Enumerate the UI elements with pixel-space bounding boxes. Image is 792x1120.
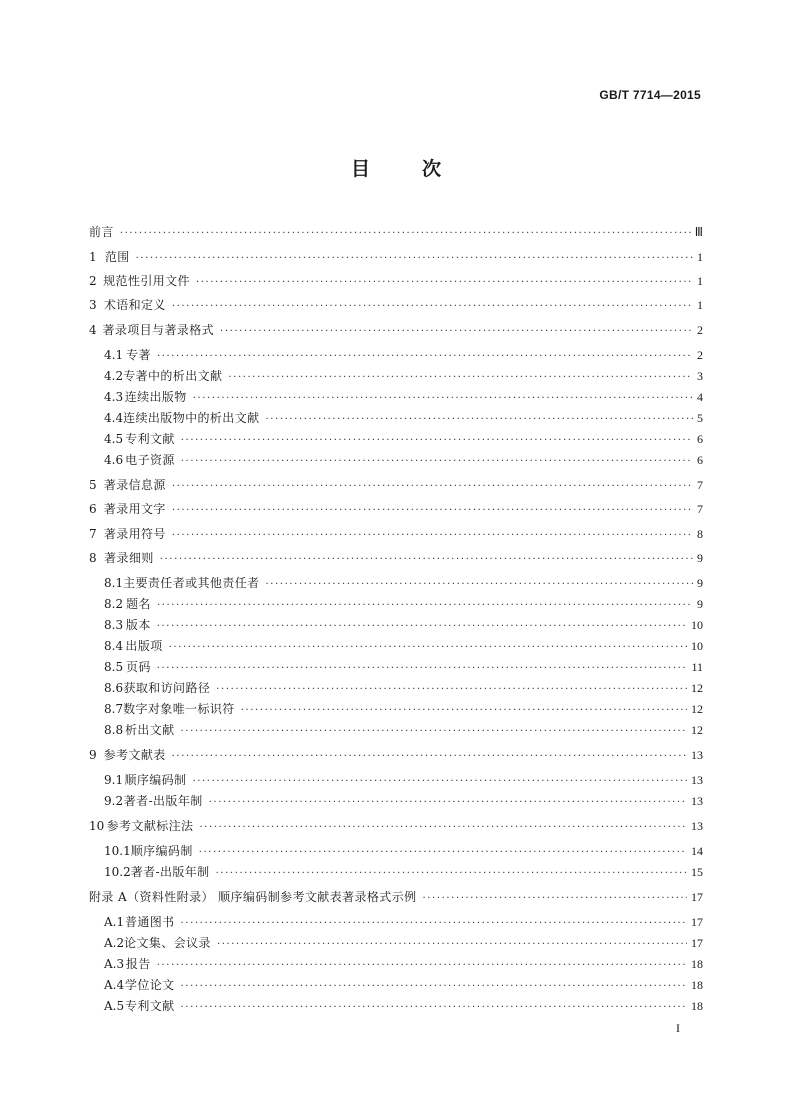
toc-entry[interactable] (89, 818, 703, 834)
toc-entry-number: 4.5 (104, 432, 124, 446)
toc-entry-number: A.1 (104, 915, 125, 929)
toc-entry-number: 8.3 (104, 618, 124, 632)
toc-entry-title: 范围 (104, 250, 130, 264)
toc-entry-number: 4.3 (104, 390, 124, 404)
toc-entry-title: 顺序编码制 (124, 773, 187, 787)
toc-entry-page: 4 (697, 390, 703, 404)
toc-entry[interactable] (104, 772, 703, 788)
toc-entry-title: 主要责任者或其他责任者 (123, 576, 260, 590)
toc-entry-page: 18 (691, 957, 703, 971)
dot-leader (217, 937, 687, 953)
toc-entry-title: 学位论文 (124, 978, 175, 992)
toc-entry-number: 9.1 (104, 773, 124, 787)
toc-entry[interactable] (104, 701, 703, 717)
toc-entry[interactable] (104, 347, 703, 363)
toc-entry-number: 2 (89, 274, 97, 288)
toc-entry-number: 8.8 (104, 723, 124, 737)
toc-entry[interactable] (104, 389, 703, 405)
dot-leader (193, 391, 693, 407)
dot-leader (220, 324, 693, 340)
toc-entry-page: 18 (691, 978, 703, 992)
toc-entry-page: 12 (691, 723, 703, 737)
toc-entry-page: 14 (691, 844, 703, 858)
dot-leader (228, 370, 693, 386)
toc-entry[interactable] (89, 297, 703, 313)
toc-entry-page: 10 (691, 618, 703, 632)
toc-entry-page: 5 (697, 411, 703, 425)
toc-entry-page: Ⅲ (694, 225, 703, 239)
toc-entry-title: 报告 (125, 957, 151, 971)
toc-entry[interactable] (89, 224, 703, 240)
dot-leader (157, 598, 693, 614)
toc-entry-title: 著录细则 (104, 551, 154, 565)
dot-leader (266, 412, 694, 428)
dot-leader (199, 845, 687, 861)
toc-entry-page: 9 (697, 597, 703, 611)
toc-entry[interactable] (104, 914, 703, 930)
toc-entry[interactable] (104, 864, 703, 880)
toc-entry-title: 连续出版物中的析出文献 (123, 411, 260, 425)
dot-leader (181, 916, 687, 932)
toc-entry-title: 参考文献表 (103, 748, 166, 762)
toc-entry-page: 6 (697, 432, 703, 446)
toc-entry-number: A.3 (104, 957, 125, 971)
toc-entry-page: 15 (691, 865, 703, 879)
toc-entry-number: 8.7 (104, 702, 124, 716)
toc-entry-number: 6 (89, 502, 97, 516)
toc-entry-number: A.5 (104, 999, 125, 1013)
dot-leader (172, 503, 693, 519)
toc-entry[interactable] (104, 956, 703, 972)
toc-entry-page: 9 (697, 576, 703, 590)
toc-entry-title: 析出文献 (124, 723, 175, 737)
toc-entry-title: 著录信息源 (103, 478, 166, 492)
standard-code: GB/T 7714—2015 (599, 88, 701, 102)
toc-entry-page: 17 (691, 915, 703, 929)
dot-leader (157, 958, 687, 974)
dot-leader (181, 454, 693, 470)
toc-entry[interactable] (89, 526, 703, 542)
toc-entry-page: 1 (697, 250, 703, 264)
toc-entry-title: 著录项目与著录格式 (102, 323, 215, 337)
toc-entry[interactable] (104, 998, 703, 1014)
toc-entry-number: 10 (89, 819, 105, 833)
dot-leader (181, 1000, 687, 1016)
toc-entry-title: 顺序编码制 (130, 844, 193, 858)
toc-entry-page: 12 (691, 702, 703, 716)
dot-leader (192, 774, 687, 790)
dot-leader (216, 866, 687, 882)
toc-entry-number: 8.4 (104, 639, 124, 653)
toc-entry[interactable] (89, 249, 703, 265)
dot-leader (423, 891, 688, 907)
dot-leader (172, 528, 693, 544)
toc-entry-number: 9.2 (104, 794, 124, 808)
toc-entry-title: 数字对象唯一标识符 (123, 702, 235, 716)
toc-entry-title: 著者-出版年制 (130, 865, 210, 879)
toc-entry-number: 8 (89, 551, 97, 565)
toc-entry[interactable] (104, 410, 703, 426)
toc-entry-page: 13 (691, 819, 703, 833)
toc-entry[interactable] (104, 659, 703, 675)
dot-leader (136, 251, 693, 267)
dot-leader (266, 577, 694, 593)
toc-entry-number: 3 (89, 298, 97, 312)
dot-leader (160, 552, 693, 568)
title-char-1: 目 (350, 158, 370, 180)
toc-entry-title: 术语和定义 (103, 298, 166, 312)
toc-entry-title: 附录 A（资料性附录） 顺序编码制参考文献表著录格式示例 (89, 890, 417, 904)
toc-entry-page: 13 (691, 794, 703, 808)
toc-entry-number: 8.6 (104, 681, 124, 695)
toc-entry[interactable] (89, 501, 703, 517)
toc-entry-number: 9 (89, 748, 97, 762)
toc-entry-page: 9 (697, 551, 703, 565)
dot-leader (172, 299, 693, 315)
toc-entry-number: 5 (89, 478, 97, 492)
dot-leader (169, 640, 687, 656)
toc-entry-title: 页码 (125, 660, 151, 674)
toc-entry[interactable] (89, 747, 703, 763)
toc-entry-page: 1 (697, 298, 703, 312)
toc-entry-number: 8.2 (104, 597, 124, 611)
toc-entry[interactable] (104, 722, 703, 738)
toc-entry-page: 13 (691, 773, 703, 787)
toc-entry[interactable] (104, 575, 703, 591)
toc-entry-page: 11 (691, 660, 703, 674)
toc-entry-number: 4.1 (104, 348, 124, 362)
toc-entry-page: 3 (697, 369, 703, 383)
toc-entry-title: 专著 (126, 348, 151, 362)
dot-leader (157, 349, 693, 365)
dot-leader (181, 433, 693, 449)
toc-entry-title: 著录用文字 (103, 502, 166, 516)
toc-entry-page: 17 (691, 936, 703, 950)
page-title (0, 154, 792, 181)
toc-entry-title: 专著中的析出文献 (123, 369, 223, 383)
toc-entry-title: 专利文献 (124, 999, 175, 1013)
dot-leader (157, 619, 687, 635)
dot-leader (199, 820, 687, 836)
toc-entry-number: 4.4 (104, 411, 124, 425)
dot-leader (196, 275, 693, 291)
toc-entry[interactable] (104, 596, 703, 612)
toc-entry[interactable] (104, 843, 703, 859)
toc-entry-title: 连续出版物 (124, 390, 187, 404)
toc-entry[interactable] (104, 977, 703, 993)
toc-entry-title: 普通图书 (124, 915, 175, 929)
toc-entry[interactable] (104, 935, 703, 951)
toc-entry-page: 7 (697, 502, 703, 516)
toc-entry-page: 10 (691, 639, 703, 653)
toc-entry-number: 4.6 (104, 453, 124, 467)
dot-leader (209, 795, 687, 811)
toc-entry-page: 2 (697, 348, 703, 362)
toc-entry-title: 版本 (125, 618, 151, 632)
toc-entry-title: 论文集、会议录 (124, 936, 211, 950)
toc-entry-title: 著录用符号 (103, 527, 166, 541)
toc-entry-page: 6 (697, 453, 703, 467)
toc-entry[interactable] (104, 793, 703, 809)
toc-entry-number: A.4 (104, 978, 125, 992)
toc-entry-page: 12 (691, 681, 703, 695)
toc-entry-number: A.2 (104, 936, 125, 950)
toc-entry[interactable] (104, 431, 703, 447)
toc-entry-title: 著者-出版年制 (123, 794, 203, 808)
toc-entry-page: 18 (691, 999, 703, 1013)
toc-entry-title: 参考文献标注法 (106, 819, 194, 833)
toc-entry-title: 出版项 (125, 639, 163, 653)
toc-entry-title: 前言 (89, 225, 114, 239)
toc-entry-page: 1 (697, 274, 703, 288)
dot-leader (181, 724, 687, 740)
dot-leader (157, 661, 688, 677)
toc-entry[interactable] (104, 638, 703, 654)
toc-entry[interactable] (89, 273, 703, 289)
toc-entry-number: 4.2 (104, 369, 124, 383)
toc-entry-number: 8.5 (104, 660, 124, 674)
toc-entry-number: 1 (89, 250, 97, 264)
toc-entry-page: 17 (691, 890, 703, 904)
dot-leader (120, 226, 691, 242)
toc-entry[interactable] (89, 322, 703, 338)
toc-entry-page: 7 (697, 478, 703, 492)
toc-entry-title: 题名 (126, 597, 151, 611)
toc-entry[interactable] (104, 680, 703, 696)
dot-leader (172, 749, 687, 765)
toc-entry[interactable] (89, 889, 703, 905)
dot-leader (181, 979, 687, 995)
toc-entry-page: 2 (697, 323, 703, 337)
title-char-2: 次 (422, 158, 442, 180)
toc-entry[interactable] (104, 452, 703, 468)
toc-entry-page: 8 (697, 527, 703, 541)
toc-entry-page: 13 (691, 748, 703, 762)
toc-entry-number: 8.1 (104, 576, 124, 590)
toc-entry[interactable] (104, 617, 703, 633)
toc-entry[interactable] (89, 477, 703, 493)
toc-entry[interactable] (89, 550, 703, 566)
toc-entry-title: 规范性引用文件 (103, 274, 190, 288)
toc-entry-number: 10.1 (104, 844, 131, 858)
page-number: I (676, 1021, 680, 1035)
toc-entry-number: 7 (89, 527, 97, 541)
dot-leader (216, 682, 687, 698)
toc-entry-title: 获取和访问路径 (123, 681, 211, 695)
toc-entry-number: 10.2 (104, 865, 131, 879)
toc-entry-title: 专利文献 (125, 432, 175, 446)
dot-leader (241, 703, 687, 719)
dot-leader (172, 479, 693, 495)
toc-entry[interactable] (104, 368, 703, 384)
toc-entry-title: 电子资源 (125, 453, 175, 467)
toc-entry-number: 4 (89, 323, 97, 337)
